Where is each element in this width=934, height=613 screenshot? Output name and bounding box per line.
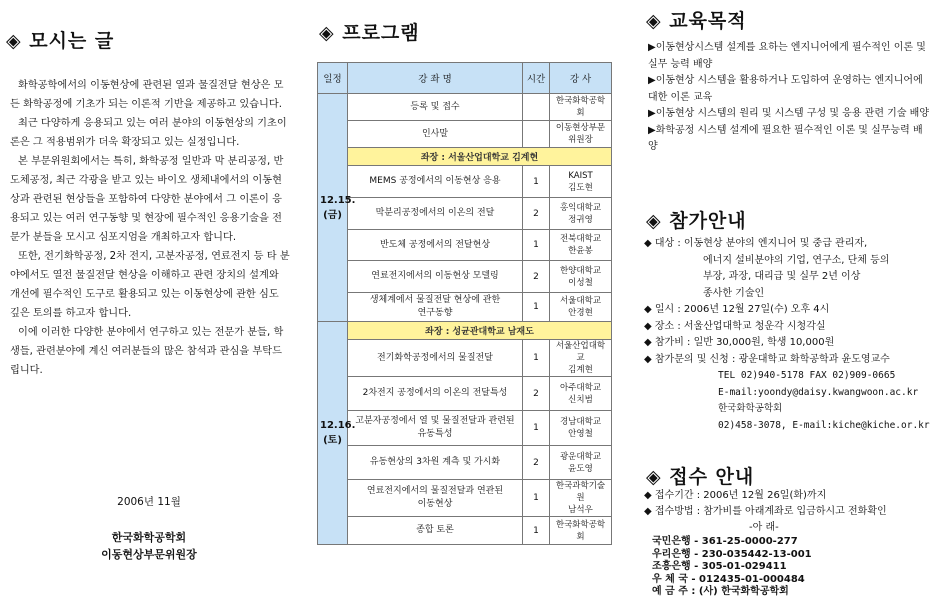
table-row xyxy=(318,261,612,293)
program-column xyxy=(317,0,613,613)
program-heading: ◈ 프로그램 xyxy=(319,22,420,44)
objectives-list xyxy=(648,40,932,156)
lecturer: 서울산업대학교 김계현 xyxy=(550,340,612,377)
objective-item: ▶이동현상시스템 설계를 요하는 엔지니어에게 필수적인 이론 및 실무 능력 배양 xyxy=(648,42,926,70)
reception-info xyxy=(644,488,934,599)
lecture-time: 1 xyxy=(523,480,550,517)
fee-line: ◆ 참가비 : 일반 30,000원, 학생 10,000원 xyxy=(644,337,835,348)
lecture-title: 등록 및 접수 xyxy=(348,94,523,121)
table-row xyxy=(318,230,612,261)
invitation-column xyxy=(4,0,294,613)
lecturer: 이동현상부문위원장 xyxy=(550,121,612,148)
day-date-cell xyxy=(318,94,356,322)
period-line: ◆ 접수기간 : 2006년 12월 26일(화)까지 xyxy=(644,490,827,501)
attendance-info xyxy=(644,236,934,434)
lecturer: 한국과학기술원 남석우 xyxy=(550,480,612,517)
paragraph: 또한, 전기화학공정, 2차 전지, 고분자공정, 연료전지 등 타 분야에서도 열전 물질전달 현상을 이해하고 관련 장치의 설계와 개선에 필수적인 도구로 활용되고 있는 이동현상에 관한 심도 깊은 토의를 하고자 합니다. xyxy=(10,251,290,319)
lecturer: 서울대학교 안경현 xyxy=(550,293,612,322)
header-lecturer: 강 사 xyxy=(550,63,612,94)
day-date-cell xyxy=(318,322,356,545)
notice-center: -아 래- xyxy=(749,522,779,533)
paragraph: 이에 이러한 다양한 분야에서 연구하고 있는 전문가 분들, 학생들, 관련분야에 계신 여러분들의 많은 참석과 관심을 부탁드립니다. xyxy=(10,327,284,376)
table-row xyxy=(318,148,612,166)
lecture-title: 2차전지 공정에서의 이온의 전달특성 xyxy=(348,377,523,411)
lecturer: KAIST 김도현 xyxy=(550,166,612,198)
table-row xyxy=(318,411,612,446)
venue-line: ◆ 장소 : 서울산업대학교 청운각 시청각실 xyxy=(644,320,826,332)
lecture-time: 1 xyxy=(523,293,550,322)
objective-item: ▶이동현상 시스템을 활용하거나 도입하여 운영하는 엔지니어에 대한 이론 교육 xyxy=(648,75,923,103)
bank-line: 국민은행 - 361-25-0000-277 xyxy=(652,536,798,547)
lecture-time: 1 xyxy=(523,340,550,377)
lecture-time xyxy=(523,121,550,148)
lecture-title: 반도체 공정에서의 전달현상 xyxy=(348,230,523,261)
attendance-heading: ◈ 참가안내 xyxy=(646,210,747,232)
objective-item: ▶화학공정 시스템 설계에 필요한 필수적인 이론 및 실무능력 배양 xyxy=(648,124,923,152)
target-line: ◆ 대상 : 이동현상 분야의 엔지니어 및 중급 관리자, xyxy=(644,238,868,249)
bank-line: 우리은행 - 230-035442-13-001 xyxy=(652,548,812,560)
organizer xyxy=(4,529,294,563)
lecture-time: 2 xyxy=(523,446,550,480)
invitation-heading: ◈ 모시는 글 xyxy=(6,30,115,52)
contact-detail: E-mail:yoondy@daisy.kwangwoon.ac.kr xyxy=(718,386,919,398)
lecture-time xyxy=(523,94,550,121)
table-row xyxy=(318,94,612,121)
table-row xyxy=(318,377,612,411)
day-date-line: 12.16. xyxy=(320,420,356,431)
contact-detail: 한국화학공학회 xyxy=(718,403,783,414)
objective-item: ▶이동현상 시스템의 원리 및 시스템 구성 및 응용 관련 기술 배양 xyxy=(648,108,929,119)
issue-date: 2006년 11월 xyxy=(117,496,181,508)
table-row xyxy=(318,322,612,340)
lecture-time: 2 xyxy=(523,377,550,411)
lecturer: 아주대학교 신치범 xyxy=(550,377,612,411)
table-row xyxy=(318,446,612,480)
target-line: 종사한 기술인 xyxy=(703,287,765,299)
day-date-line: 12.15. xyxy=(320,194,356,206)
header-date: 일정 xyxy=(318,63,348,94)
lecture-title: 유동현상의 3차원 계측 및 가시화 xyxy=(348,446,523,480)
lecture-title: 생체계에서 물질전달 현상에 관한 연구동향 xyxy=(348,293,523,322)
organizer-line: 이동현상부문위원장 xyxy=(101,548,197,561)
lecture-time: 1 xyxy=(523,411,550,446)
bank-line: 예 금 주 : (사) 한국화학공학회 xyxy=(652,586,789,597)
objectives-heading: ◈ 교육목적 xyxy=(646,10,747,32)
lecture-title: 고분자공정에서 열 및 물질전달과 관련된 유동특성 xyxy=(348,411,523,446)
datetime-line: ◆ 일시 : 2006년 12월 27일(수) 오후 4시 xyxy=(644,304,830,315)
table-row xyxy=(318,480,612,517)
session-chair: 좌장 : 성균관대학교 남재도 xyxy=(348,322,612,340)
lecture-title: 막분리공정에서의 이온의 전달 xyxy=(348,198,523,230)
lecturer: 홍익대학교 정귀영 xyxy=(550,198,612,230)
lecture-time: 1 xyxy=(523,166,550,198)
program-table xyxy=(317,62,612,545)
header-time: 시간 xyxy=(523,63,550,94)
lecture-title: 연료전지에서의 이동현상 모델링 xyxy=(348,261,523,293)
lecture-time: 1 xyxy=(523,230,550,261)
lecture-time: 2 xyxy=(523,198,550,230)
reception-heading: ◈ 접수 안내 xyxy=(646,466,755,488)
table-row xyxy=(318,166,612,198)
table-row xyxy=(318,121,612,148)
contact-detail: 02)458-3078, E-mail:kiche@kiche.or.kr xyxy=(718,419,930,431)
lecture-title: MEMS 공정에서의 이동현상 응용 xyxy=(348,166,523,198)
lecturer: 한양대학교 이성철 xyxy=(550,261,612,293)
header-title: 강 좌 명 xyxy=(348,63,523,94)
day-date-line: (토) xyxy=(323,435,342,446)
lecturer: 경남대학교 안영철 xyxy=(550,411,612,446)
target-line: 부장, 과장, 대리급 및 실무 2년 이상 xyxy=(703,271,861,282)
lecture-title: 연료전지에서의 물질전달과 연관된 이동현상 xyxy=(348,480,523,517)
lecturer: 광운대학교 윤도영 xyxy=(550,446,612,480)
table-row xyxy=(318,293,612,322)
table-row xyxy=(318,340,612,377)
organizer-line: 한국화학공학회 xyxy=(111,531,187,544)
invitation-body xyxy=(10,76,290,380)
lecture-title: 종합 토론 xyxy=(348,517,523,545)
lecturer: 전북대학교 한윤봉 xyxy=(550,230,612,261)
table-row xyxy=(318,198,612,230)
bank-line: 조흥은행 - 305-01-029411 xyxy=(652,561,787,572)
table-header-row xyxy=(318,63,612,94)
table-row xyxy=(318,517,612,545)
lecture-title: 전기화학공정에서의 물질전달 xyxy=(348,340,523,377)
method-line: ◆ 접수방법 : 참가비를 아래계좌로 입금하시고 전화확인 xyxy=(644,506,887,517)
day-date-line: (금) xyxy=(323,209,342,221)
session-chair: 좌장 : 서울산업대학교 김계현 xyxy=(348,148,612,166)
target-line: 에너지 설비분야의 기업, 연구소, 단체 등의 xyxy=(703,254,890,266)
contact-detail: TEL 02)940-5178 FAX 02)909-0665 xyxy=(718,370,896,381)
lecture-title: 인사말 xyxy=(348,121,523,148)
lecture-time: 1 xyxy=(523,517,550,545)
lecturer: 한국화학공학회 xyxy=(550,517,612,545)
paragraph: 화학공학에서의 이동현상에 관련된 열과 물질전달 현상은 모든 화학공정에 기초가 되는 이론적 기반을 제공하고 있습니다. xyxy=(10,80,284,110)
lecturer: 한국화학공학회 xyxy=(550,94,612,121)
contact-line: ◆ 참가문의 및 신청 : 광운대학교 화학공학과 윤도영교수 xyxy=(644,353,890,365)
paragraph: 최근 다양하게 응용되고 있는 여러 분야의 이동현상의 기초이론은 그 적용범위가 더욱 확장되고 있는 실정입니다. xyxy=(10,118,287,148)
bank-line: 우 체 국 - 012435-01-000484 xyxy=(652,573,805,585)
lecture-time: 2 xyxy=(523,261,550,293)
paragraph: 본 부문위원회에서는 특히, 화학공정 일반과 막 분리공정, 반도체공정, 최근 각광을 받고 있는 바이오 생체내에서의 이동현상과 관련된 현상들을 포함하여 다양한 분야에서 그 이론이 응용되고 있는 여러 연구동향 및 현장에 필수적인 응용기술을 전문가 분들을 모시고 심포지엄을 개최하고자 합니다. xyxy=(10,156,284,243)
info-column xyxy=(642,0,934,613)
program-rows xyxy=(318,94,612,545)
